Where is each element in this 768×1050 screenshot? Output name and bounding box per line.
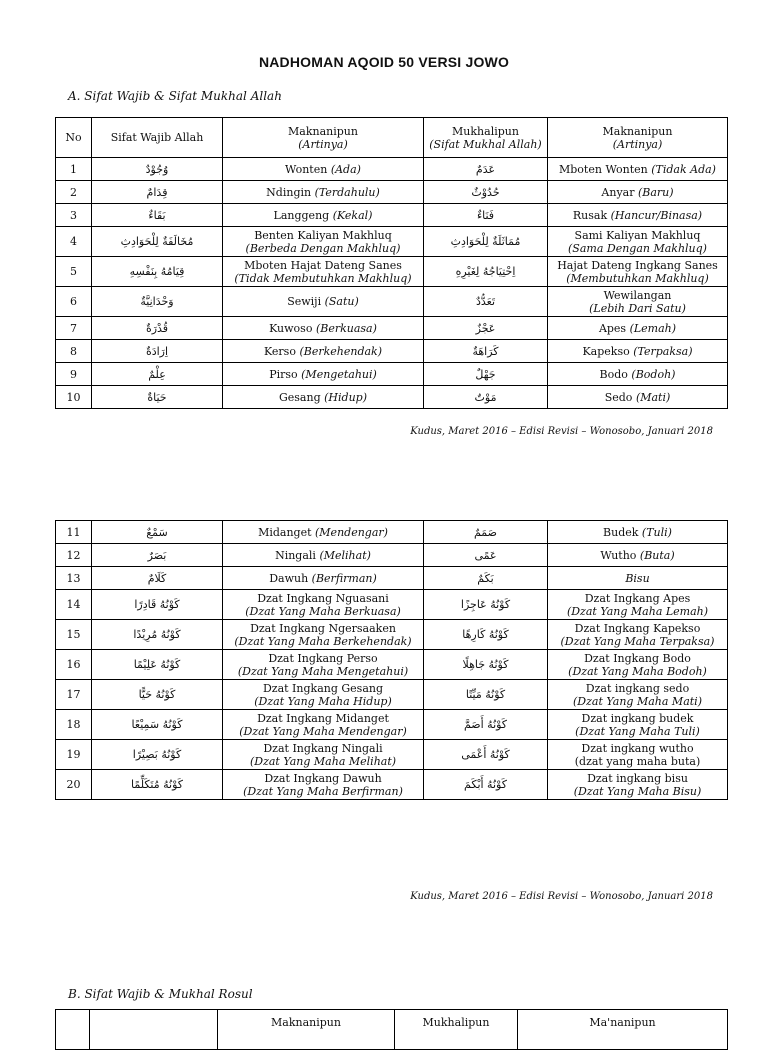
meaning-text: Dzat Ingkang Midanget xyxy=(257,711,389,725)
meaning-text: Hajat Dateng Ingkang Sanes xyxy=(557,258,718,272)
meaning-text: Pirso xyxy=(269,367,298,381)
cell-mukhalipun-arabic: مُمَاثَلَةٌ لِلْحَوَادِثِ xyxy=(424,227,548,257)
header-sifat-wajib: Sifat Wajib Allah xyxy=(92,118,223,158)
header-maknanipun-2 xyxy=(548,118,728,158)
cell-no: 5 xyxy=(56,257,92,287)
cell-mukhalipun-arabic: كَوْنُهُ عَاجِزًا xyxy=(424,590,548,620)
table-row xyxy=(56,544,728,567)
cell-maknanipun-2 xyxy=(548,204,728,227)
meaning-translation: (Baru) xyxy=(637,185,674,199)
meaning-translation: (Dzat Yang Maha Mati) xyxy=(573,694,702,708)
meaning-translation: (Dzat Yang Maha Terpaksa) xyxy=(560,634,715,648)
cell-no: 4 xyxy=(56,227,92,257)
cell-mukhalipun-arabic: كَرَاهَةٌ xyxy=(424,340,548,363)
meaning-text: Dzat Ingkang Nguasani xyxy=(257,591,389,605)
cell-mukhalipun-arabic: كَوْنُهُ مَيِّتًا xyxy=(424,680,548,710)
table-row xyxy=(56,204,728,227)
cell-no: 6 xyxy=(56,287,92,317)
meaning-text: Dzat Ingkang Kapekso xyxy=(574,621,701,635)
meaning-translation: (Berfirman) xyxy=(311,571,377,585)
meaning-text: Kapekso xyxy=(582,344,630,358)
cell-no: 19 xyxy=(56,740,92,770)
cell-sifat-wajib-arabic: قِيَامُهُ بِنَفْسِهِ xyxy=(92,257,223,287)
rosul-header-sifat xyxy=(90,1010,218,1050)
cell-sifat-wajib-arabic: بَصَرٌ xyxy=(92,544,223,567)
meaning-translation: (Kekal) xyxy=(332,208,373,222)
cell-maknanipun-1 xyxy=(223,521,424,544)
cell-maknanipun-1 xyxy=(223,340,424,363)
cell-sifat-wajib-arabic: كَوْنُهُ سَمِيْعًا xyxy=(92,710,223,740)
cell-maknanipun-1 xyxy=(223,680,424,710)
cell-no: 3 xyxy=(56,204,92,227)
cell-no: 20 xyxy=(56,770,92,800)
meaning-translation: (Mendengar) xyxy=(315,525,388,539)
cell-mukhalipun-arabic: كَوْنُهُ أَبْكَمَ xyxy=(424,770,548,800)
table-1-body xyxy=(56,158,728,409)
meaning-translation: (Dzat Yang Maha Melihat) xyxy=(249,754,397,768)
sifat-table-2 xyxy=(55,520,728,800)
cell-sifat-wajib-arabic: كَوْنُهُ عَلِيْمًا xyxy=(92,650,223,680)
meaning-translation: (Dzat Yang Maha Berkehendak) xyxy=(234,634,412,648)
cell-sifat-wajib-arabic: اِرَادَةٌ xyxy=(92,340,223,363)
meaning-text: Dawuh xyxy=(269,571,309,585)
cell-no: 9 xyxy=(56,363,92,386)
meaning-text: Dzat Ingkang Bodo xyxy=(584,651,691,665)
meaning-translation: (dzat yang maha buta) xyxy=(574,754,701,768)
cell-no: 15 xyxy=(56,620,92,650)
cell-maknanipun-1 xyxy=(223,204,424,227)
meaning-text: Dzat Ingkang Perso xyxy=(268,651,378,665)
cell-mukhalipun-arabic: جَهْلٌ xyxy=(424,363,548,386)
meaning-text: Kerso xyxy=(263,344,296,358)
cell-maknanipun-2 xyxy=(548,340,728,363)
meaning-text: Dzat Ingkang Dawuh xyxy=(264,771,382,785)
cell-maknanipun-1 xyxy=(223,710,424,740)
rosul-header-manaipun: Ma'nanipun xyxy=(518,1010,728,1050)
meaning-text: Budek xyxy=(603,525,639,539)
cell-maknanipun-1 xyxy=(223,590,424,620)
meaning-text: Dzat Ingkang Ningali xyxy=(263,741,383,755)
meaning-text: Dzat Ingkang Ngersaaken xyxy=(250,621,396,635)
cell-maknanipun-2 xyxy=(548,257,728,287)
cell-mukhalipun-arabic: عَجْزٌ xyxy=(424,317,548,340)
footer-note-1: Kudus, Maret 2016 – Edisi Revisi – Wonosobo, Januari 2018 xyxy=(410,426,713,437)
cell-sifat-wajib-arabic: كَوْنُهُ بَصِيْرًا xyxy=(92,740,223,770)
meaning-translation: (Berbeda Dengan Makhluq) xyxy=(245,241,401,255)
meaning-translation: (Hancur/Binasa) xyxy=(610,208,703,222)
table-row xyxy=(56,590,728,620)
meaning-text: Kuwoso xyxy=(269,321,313,335)
meaning-text: Dzat ingkang sedo xyxy=(585,681,690,695)
cell-maknanipun-1 xyxy=(223,257,424,287)
cell-no: 11 xyxy=(56,521,92,544)
cell-maknanipun-2 xyxy=(548,521,728,544)
meaning-text: Bodo xyxy=(599,367,628,381)
meaning-translation: (Lebih Dari Satu) xyxy=(589,301,686,315)
cell-no: 17 xyxy=(56,680,92,710)
table-row xyxy=(56,340,728,363)
cell-sifat-wajib-arabic: سَمْعٌ xyxy=(92,521,223,544)
cell-maknanipun-2 xyxy=(548,650,728,680)
sifat-table-rosul xyxy=(55,1009,728,1050)
meaning-text: Sami Kaliyan Makhluq xyxy=(574,228,701,242)
cell-sifat-wajib-arabic: كَوْنُهُ مُتَكَلِّمًا xyxy=(92,770,223,800)
rosul-header-no xyxy=(56,1010,90,1050)
cell-maknanipun-2 xyxy=(548,317,728,340)
meaning-text: Langgeng xyxy=(273,208,330,222)
cell-mukhalipun-arabic: حُدُوْثٌ xyxy=(424,181,548,204)
cell-sifat-wajib-arabic: عِلْمٌ xyxy=(92,363,223,386)
header-mukhalipun xyxy=(424,118,548,158)
cell-mukhalipun-arabic: كَوْنُهُ أَصَمَّ xyxy=(424,710,548,740)
meaning-translation: (Terpaksa) xyxy=(633,344,693,358)
cell-maknanipun-1 xyxy=(223,317,424,340)
cell-maknanipun-2 xyxy=(548,680,728,710)
cell-maknanipun-2 xyxy=(548,227,728,257)
cell-maknanipun-1 xyxy=(223,227,424,257)
table-row xyxy=(56,257,728,287)
meaning-translation: (Bodoh) xyxy=(631,367,676,381)
cell-mukhalipun-arabic: عَمًى xyxy=(424,544,548,567)
meaning-translation: (Dzat Yang Maha Lemah) xyxy=(566,604,709,618)
table-row xyxy=(56,620,728,650)
header-maknanipun-2-sub: (Artinya) xyxy=(612,137,663,151)
meaning-translation: (Buta) xyxy=(639,548,675,562)
meaning-translation: (Mati) xyxy=(635,390,671,404)
cell-no: 7 xyxy=(56,317,92,340)
table-row xyxy=(56,770,728,800)
meaning-translation: (Dzat Yang Maha Berkuasa) xyxy=(245,604,401,618)
cell-no: 12 xyxy=(56,544,92,567)
cell-mukhalipun-arabic: كَوْنُهُ كَارِهًا xyxy=(424,620,548,650)
meaning-translation: (Dzat Yang Maha Mendengar) xyxy=(239,724,407,738)
cell-sifat-wajib-arabic: بَقَاءٌ xyxy=(92,204,223,227)
meaning-text: Dzat ingkang wutho xyxy=(581,741,694,755)
header-mukhalipun-main: Mukhalipun xyxy=(452,124,519,138)
meaning-text: Wutho xyxy=(600,548,637,562)
table-row xyxy=(56,710,728,740)
table-row xyxy=(56,567,728,590)
meaning-translation: (Tidak Ada) xyxy=(651,162,716,176)
cell-sifat-wajib-arabic: كَلَامٌ xyxy=(92,567,223,590)
cell-maknanipun-1 xyxy=(223,181,424,204)
header-maknanipun-2-main: Maknanipun xyxy=(602,124,673,138)
meaning-text: Wewilangan xyxy=(603,288,672,302)
header-maknanipun-1-main: Maknanipun xyxy=(288,124,358,138)
cell-mukhalipun-arabic: عَدَمٌ xyxy=(424,158,548,181)
cell-sifat-wajib-arabic: كَوْنُهُ قَادِرًا xyxy=(92,590,223,620)
meaning-text: Sewiji xyxy=(287,295,322,308)
meaning-text: Dzat Ingkang Apes xyxy=(584,591,691,605)
cell-maknanipun-2 xyxy=(548,567,728,590)
table-row xyxy=(56,158,728,181)
meaning-translation: (Tidak Membutuhkan Makhluq) xyxy=(234,271,412,285)
table-row xyxy=(56,650,728,680)
meaning-translation: (Dzat Yang Maha Bisu) xyxy=(573,784,702,798)
header-maknanipun-1 xyxy=(223,118,424,158)
meaning-text: Ningali xyxy=(275,548,316,562)
meaning-translation: (Dzat Yang Maha Bodoh) xyxy=(568,664,707,678)
cell-sifat-wajib-arabic: قُدْرَةٌ xyxy=(92,317,223,340)
meaning-text: Dzat Ingkang Gesang xyxy=(262,681,384,695)
meaning-translation: (Dzat Yang Maha Mengetahui) xyxy=(237,664,409,678)
meaning-translation: (Membutuhkan Makhluq) xyxy=(566,271,709,285)
cell-maknanipun-1 xyxy=(223,740,424,770)
cell-maknanipun-1 xyxy=(223,567,424,590)
cell-maknanipun-2 xyxy=(548,740,728,770)
rosul-header-mukhalipun: Mukhalipun xyxy=(395,1010,518,1050)
document-title: NADHOMAN AQOID 50 VERSI JOWO xyxy=(258,54,510,70)
meaning-text: Mboten Hajat Dateng Sanes xyxy=(244,258,402,272)
meaning-translation: (Berkehendak) xyxy=(299,344,383,358)
cell-no: 8 xyxy=(56,340,92,363)
cell-sifat-wajib-arabic: كَوْنُهُ حَيًّا xyxy=(92,680,223,710)
header-maknanipun-1-sub: (Artinya) xyxy=(298,137,348,151)
meaning-translation: (Dzat Yang Maha Tuli) xyxy=(575,724,700,738)
meaning-translation: (Melihat) xyxy=(319,548,371,562)
cell-maknanipun-2 xyxy=(548,386,728,409)
meaning-translation: (Berkuasa) xyxy=(315,321,377,335)
meaning-translation: (Dzat Yang Maha Berfirman) xyxy=(243,784,403,798)
table-header-row xyxy=(56,118,728,158)
meaning-text: Sedo xyxy=(604,390,633,404)
meaning-translation: (Lemah) xyxy=(629,321,677,335)
cell-no: 2 xyxy=(56,181,92,204)
table-row xyxy=(56,317,728,340)
meaning-text: Ndingin xyxy=(266,185,312,199)
table-row xyxy=(56,287,728,317)
meaning-translation: (Tuli) xyxy=(641,525,672,539)
cell-sifat-wajib-arabic: وُجُوْدٌ xyxy=(92,158,223,181)
cell-maknanipun-1 xyxy=(223,620,424,650)
cell-mukhalipun-arabic: كَوْنُهُ أَعْمَى xyxy=(424,740,548,770)
cell-maknanipun-2 xyxy=(548,770,728,800)
cell-maknanipun-1 xyxy=(223,287,424,317)
cell-mukhalipun-arabic: بَكَمٌ xyxy=(424,567,548,590)
cell-maknanipun-2 xyxy=(548,363,728,386)
meaning-text: Benten Kaliyan Makhluq xyxy=(254,228,392,242)
cell-no: 18 xyxy=(56,710,92,740)
meaning-text: Mboten Wonten xyxy=(559,162,648,176)
table-row xyxy=(56,181,728,204)
meaning-translation: (Ada) xyxy=(330,162,361,176)
meaning-text: Dzat ingkang budek xyxy=(581,711,694,725)
header-mukhalipun-sub: (Sifat Mukhal Allah) xyxy=(429,137,542,151)
cell-mukhalipun-arabic: صَمَمٌ xyxy=(424,521,548,544)
cell-maknanipun-1 xyxy=(223,158,424,181)
section-b-heading: B. Sifat Wajib & Mukhal Rosul xyxy=(68,987,253,1001)
section-a-heading: A. Sifat Wajib & Sifat Mukhal Allah xyxy=(68,89,282,103)
table-row xyxy=(56,740,728,770)
cell-sifat-wajib-arabic: حَيَاةٌ xyxy=(92,386,223,409)
cell-maknanipun-2 xyxy=(548,158,728,181)
cell-no: 14 xyxy=(56,590,92,620)
meaning-translation: (Satu) xyxy=(324,295,359,308)
sifat-table-1 xyxy=(55,117,728,409)
table-row xyxy=(56,386,728,409)
meaning-text: Gesang xyxy=(278,390,321,404)
rosul-header-maknanipun: Maknanipun xyxy=(218,1010,395,1050)
rosul-header-row xyxy=(56,1010,728,1050)
meaning-translation: (Sama Dengan Makhluq) xyxy=(568,241,707,255)
cell-mukhalipun-arabic: فَنَاءٌ xyxy=(424,204,548,227)
cell-maknanipun-1 xyxy=(223,544,424,567)
cell-maknanipun-2 xyxy=(548,181,728,204)
cell-sifat-wajib-arabic: مُخَالَفَةٌ لِلْحَوَادِثِ xyxy=(92,227,223,257)
cell-maknanipun-1 xyxy=(223,770,424,800)
cell-mukhalipun-arabic: مَوْتٌ xyxy=(424,386,548,409)
table-row xyxy=(56,227,728,257)
cell-sifat-wajib-arabic: وَحْدَانِيَّةٌ xyxy=(92,287,223,317)
cell-maknanipun-2 xyxy=(548,710,728,740)
cell-maknanipun-2 xyxy=(548,287,728,317)
meaning-translation: (Hidup) xyxy=(324,390,367,404)
table-2-body xyxy=(56,521,728,800)
cell-sifat-wajib-arabic: كَوْنُهُ مُرِيْدًا xyxy=(92,620,223,650)
meaning-text: Midanget xyxy=(258,525,312,539)
cell-no: 1 xyxy=(56,158,92,181)
table-row xyxy=(56,521,728,544)
cell-no: 10 xyxy=(56,386,92,409)
meaning-translation: (Mengetahui) xyxy=(301,367,377,381)
cell-no: 16 xyxy=(56,650,92,680)
footer-note-2: Kudus, Maret 2016 – Edisi Revisi – Wonosobo, Januari 2018 xyxy=(410,891,713,902)
cell-mukhalipun-arabic: تَعَدُّدٌ xyxy=(424,287,548,317)
cell-mukhalipun-arabic: اِحْتِيَاجُهُ لِغَيْرِهِ xyxy=(424,257,548,287)
meaning-translation: Bisu xyxy=(625,571,650,585)
cell-sifat-wajib-arabic: قِدَامٌ xyxy=(92,181,223,204)
table-row xyxy=(56,363,728,386)
table-row xyxy=(56,680,728,710)
header-no: No xyxy=(56,118,92,158)
meaning-text: Anyar xyxy=(601,185,635,199)
meaning-text: Apes xyxy=(598,321,627,335)
cell-maknanipun-1 xyxy=(223,386,424,409)
meaning-translation: (Dzat Yang Maha Hidup) xyxy=(254,694,392,708)
cell-mukhalipun-arabic: كَوْنُهُ جَاهِلًا xyxy=(424,650,548,680)
meaning-translation: (Terdahulu) xyxy=(314,185,380,199)
meaning-text: Dzat ingkang bisu xyxy=(587,771,688,785)
cell-maknanipun-1 xyxy=(223,650,424,680)
cell-maknanipun-2 xyxy=(548,590,728,620)
cell-maknanipun-1 xyxy=(223,363,424,386)
meaning-text: Rusak xyxy=(572,208,608,222)
meaning-text: Wonten xyxy=(285,162,328,176)
cell-maknanipun-2 xyxy=(548,544,728,567)
cell-maknanipun-2 xyxy=(548,620,728,650)
cell-no: 13 xyxy=(56,567,92,590)
